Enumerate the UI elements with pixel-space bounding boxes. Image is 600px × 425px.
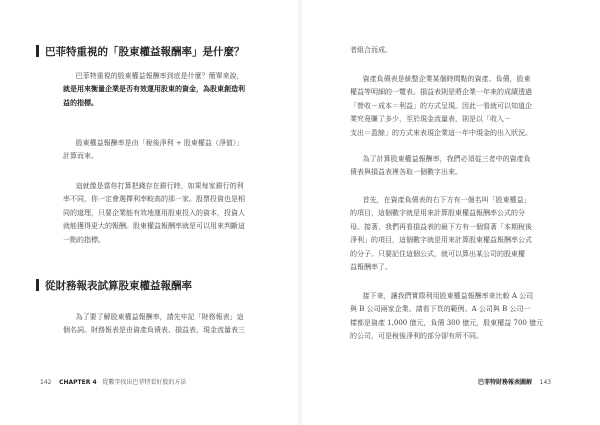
heading-bar-icon	[36, 45, 39, 57]
right-paragraph-1	[350, 44, 568, 57]
right-paragraph-4	[350, 194, 568, 274]
text-line: 率不同，你一定會選擇利率較高的那一家。股票投資也是相	[63, 195, 245, 204]
text-line: 一點的指標。	[63, 235, 105, 244]
section-heading-text: 巴菲特重視的「股東權益報酬率」是什麼？	[45, 46, 245, 58]
text-line: 益報酬率了。	[350, 263, 392, 272]
text-line: 者組合而成。	[350, 46, 392, 54]
text-line: 為了要了解股東權益報酬率，請先牢記「財務報表」這	[75, 313, 244, 321]
chapter-label: CHAPTER 4	[59, 379, 97, 386]
text-line: 巴菲特重視的股東權益報酬率到底是什麼？簡單來說，	[75, 72, 244, 80]
chapter-title: 從數字找出巴菲特看好股的方法	[102, 379, 187, 386]
text-line: 「營收－成本＝利益」的方式呈現。因此一看就可以知道企	[350, 101, 532, 110]
text-line: 的項目，這個數字就是用來計算股東權益報酬率公式的分	[350, 209, 525, 218]
left-footer	[40, 377, 186, 386]
right-paragraph-2	[350, 73, 568, 140]
text-line: 與 B 公司兩家企業。請看下頁的範例。A 公司與 B 公司一	[350, 305, 531, 314]
left-paragraph-1	[63, 70, 281, 110]
text-line: 支出＝盈餘」的方式來表現企業這一年中現金的出入狀況。	[350, 128, 532, 137]
left-paragraph-3	[63, 180, 281, 247]
text-line: 權益等明細的一覽表。損益表則是將企業一年來的成績透過	[350, 88, 532, 97]
book-title: 巴菲特財務報表圖解	[478, 379, 533, 386]
right-paragraph-3	[350, 153, 568, 180]
text-line: 淨利」的項目，這個數字就是用來計算股東權益報酬率公式	[350, 236, 532, 245]
text-line: 就能獲得更大的報酬。股東權益報酬率就是可以用來判斷這	[63, 222, 245, 231]
section-heading-roe	[36, 44, 286, 59]
text-line: 業究竟賺了多少，至於現金流量表，則是以「收入－	[350, 115, 511, 124]
text-line: 同的道理，只要企業能有效地運用股東投入的資本，投資人	[63, 208, 245, 217]
text-line: 這就像是當你打算把錢存在銀行時，如果每家銀行的利	[75, 182, 244, 190]
page-number: 142	[40, 379, 52, 386]
text-line: 資產負債表是統整企業某個時間點的資產、負債，股東	[362, 75, 531, 83]
text-line: 的分子。只要記住這個公式，就可以算出某公司的股東權	[350, 249, 525, 258]
left-paragraph-4	[63, 311, 281, 338]
section-heading-financial-statements	[36, 278, 286, 293]
right-paragraph-5	[350, 290, 568, 344]
text-line: 益的指標。	[63, 98, 98, 107]
text-line: 樣都是資產 1,000 億元，負債 300 億元，股東權益 700 億元	[350, 318, 544, 327]
left-paragraph-2	[63, 137, 281, 164]
page-number: 143	[539, 379, 552, 386]
text-line: 母。接著，我們再看損益表的最下方有一個寫著「本期稅後	[350, 222, 532, 231]
text-line: 為了計算股東權益報酬率，我們必須從三者中的資產負	[362, 155, 531, 163]
text-line: 債表與損益表裡各取一個數字出來。	[350, 168, 462, 177]
heading-bar-icon	[36, 279, 39, 291]
text-line: 計算而來。	[63, 152, 98, 161]
text-line: 就是用來衡量企業是否有效運用股東的資金，為股東創造利	[63, 85, 245, 94]
text-line: 接下來，讓我們實際利用股東權益報酬率來比較 A 公司	[362, 292, 534, 300]
right-footer	[478, 377, 551, 386]
text-line: 個名詞。財務報表是由資產負債表、損益表、現金流量表三	[63, 326, 245, 335]
section-heading-text: 從財務報表試算股東權益報酬率	[45, 280, 192, 292]
text-line: 股東權益報酬率是由「稅後淨利 ÷ 股東權益（淨值）」	[75, 139, 244, 147]
text-line: 首先，在資產負債表的右下方有一個名叫「股東權益」	[362, 196, 531, 204]
text-line: 的公司，可是稅後淨利的部分卻有所不同。	[350, 332, 483, 341]
